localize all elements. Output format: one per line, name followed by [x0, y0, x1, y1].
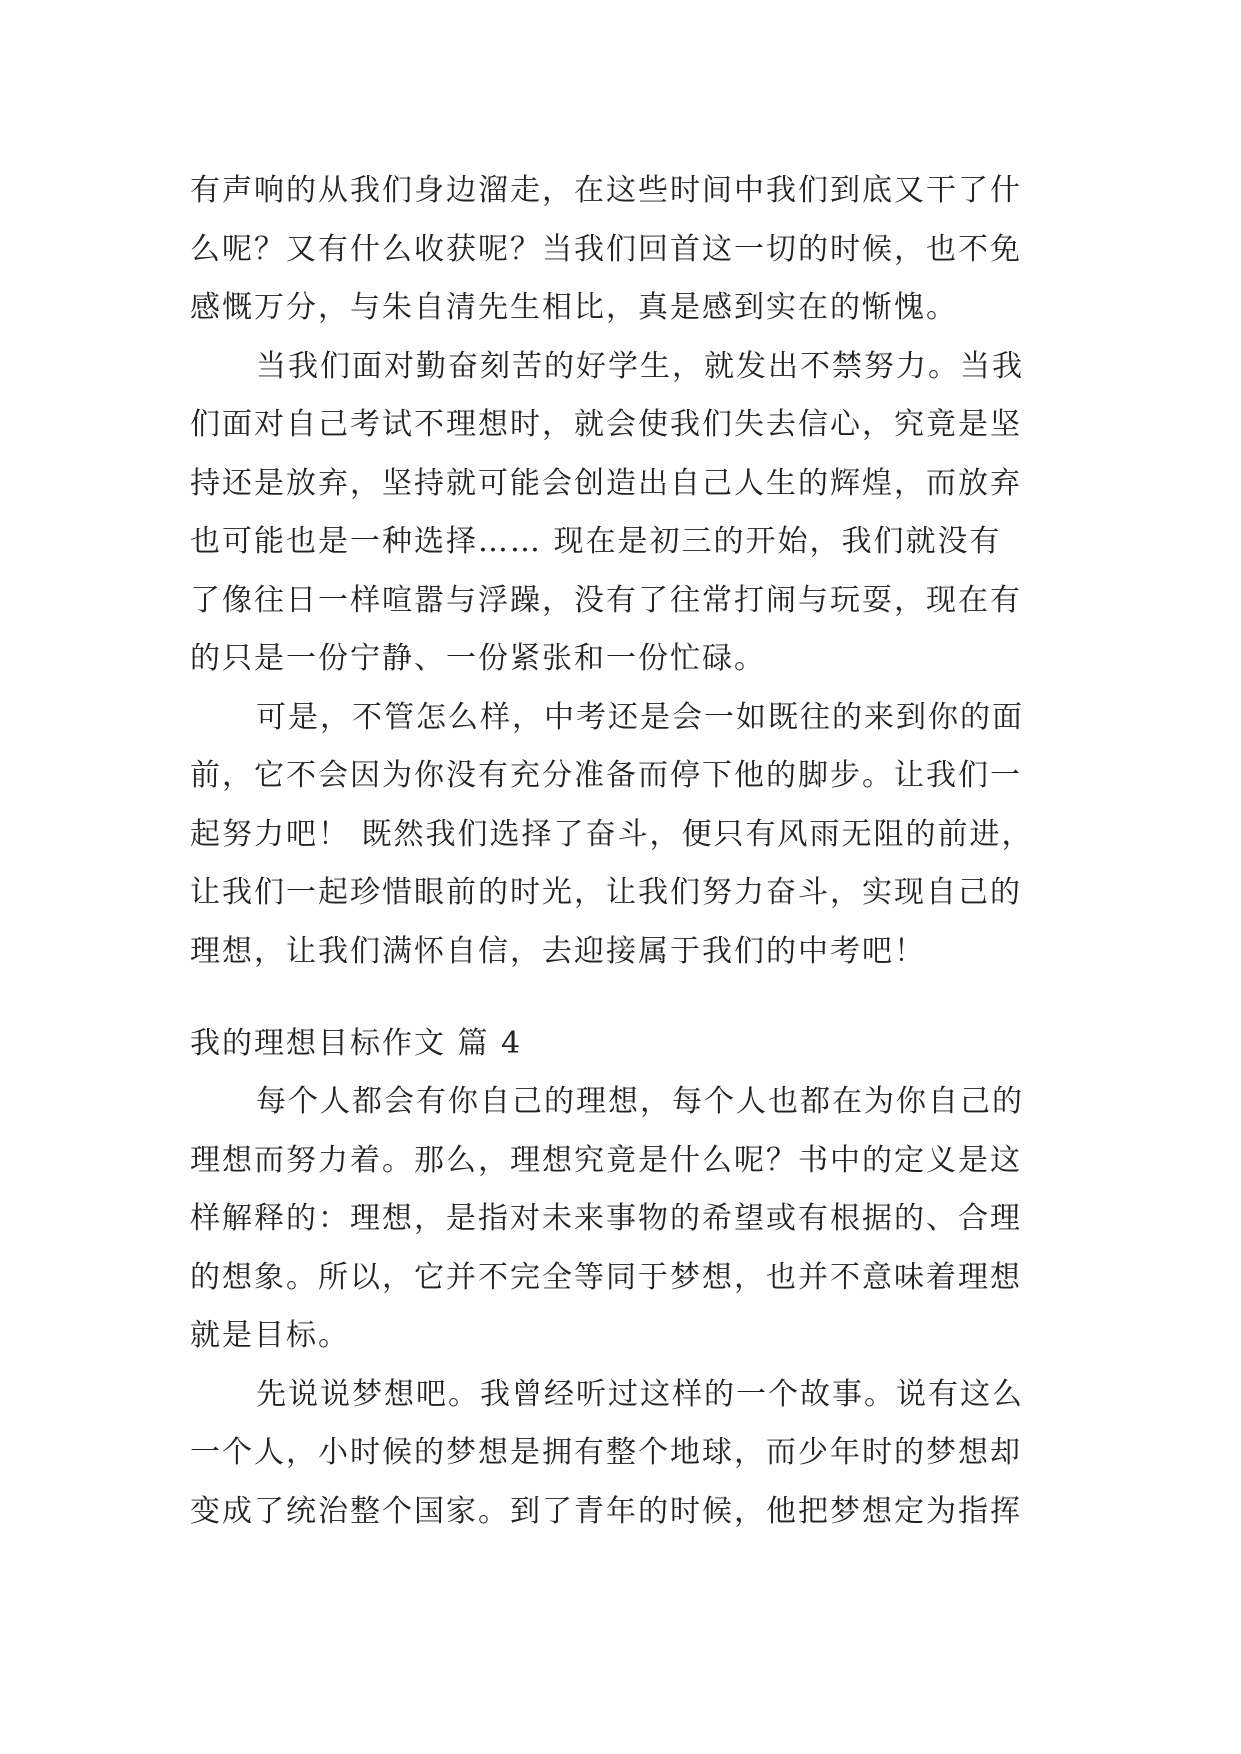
document-body	[190, 162, 1060, 1541]
section-heading: 我的理想目标作文 篇 4	[190, 1026, 523, 1061]
text-line: 的想象。所以，它并不完全等同于梦想，也并不意味着理想	[190, 1259, 1022, 1295]
paragraph-first-line: 先说说梦想吧。我曾经听过这样的一个故事。说有这么	[256, 1376, 1024, 1412]
text-line: 理想，让我们满怀自信，去迎接属于我们的中考吧！	[190, 933, 926, 969]
text-line: 样解释的：理想，是指对未来事物的希望或有根据的、合理	[190, 1201, 1022, 1236]
text-line: 起努力吧！ 既然我们选择了奋斗，便只有风雨无阻的前进，	[190, 816, 1034, 852]
text-line: 变成了统治整个国家。到了青年的时候，他把梦想定为指挥	[190, 1493, 1022, 1529]
text-line: 也可能也是一种选择…… 现在是初三的开始，我们就没有	[190, 524, 1002, 559]
text-line: 感慨万分，与朱自清先生相比，真是感到实在的惭愧。	[190, 290, 958, 325]
paragraph-first-line: 当我们面对勤奋刻苦的好学生，就发出不禁努力。当我	[256, 348, 1024, 384]
text-line: 就是目标。	[190, 1318, 350, 1353]
text-line: 么呢？又有什么收获呢？当我们回首这一切的时候，也不免	[190, 231, 1022, 267]
text-line: 让我们一起珍惜眼前的时光，让我们努力奋斗，实现自己的	[190, 875, 1022, 910]
section-spacer	[190, 981, 1060, 1015]
text-line: 一个人，小时候的梦想是拥有整个地球，而少年时的梦想却	[190, 1435, 1022, 1470]
paragraph-first-line: 每个人都会有你自己的理想，每个人也都在为你自己的	[256, 1084, 1024, 1119]
text-line: 们面对自己考试不理想时，就会使我们失去信心，究竟是坚	[190, 407, 1022, 442]
text-line: 理想而努力着。那么，理想究竟是什么呢？书中的定义是这	[190, 1142, 1022, 1178]
text-line: 的只是一份宁静、一份紧张和一份忙碌。	[190, 641, 766, 676]
text-line: 了像往日一样喧嚣与浮躁，没有了往常打闹与玩耍，现在有	[190, 582, 1022, 618]
text-line: 有声响的从我们身边溜走，在这些时间中我们到底又干了什	[190, 173, 1022, 208]
text-line: 持还是放弃，坚持就可能会创造出自己人生的辉煌，而放弃	[190, 465, 1022, 501]
paragraph-first-line: 可是，不管怎么样，中考还是会一如既往的来到你的面	[256, 699, 1024, 735]
text-line: 前，它不会因为你没有充分准备而停下他的脚步。让我们一	[190, 758, 1022, 793]
